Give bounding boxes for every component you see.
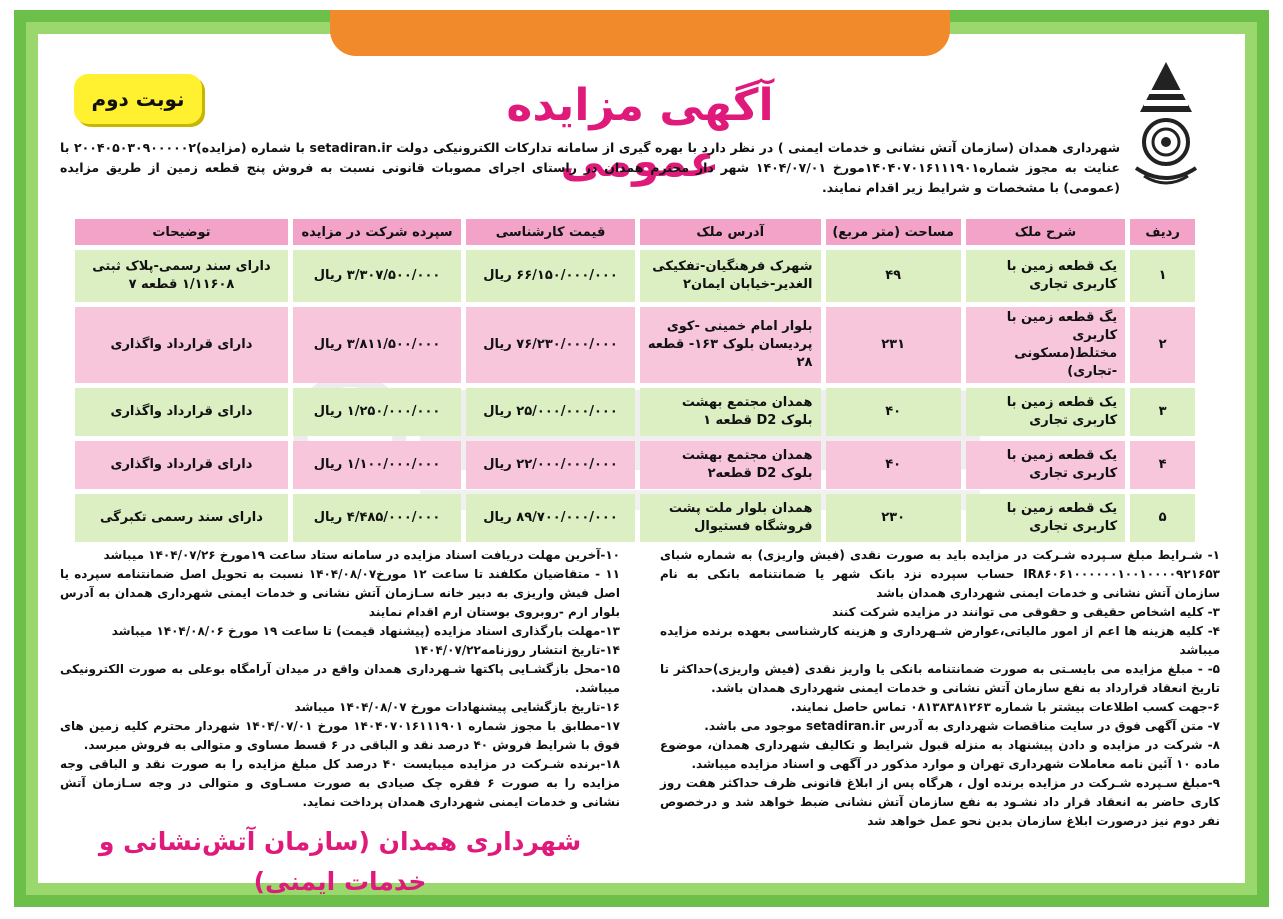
top-tab: [330, 10, 950, 56]
appraised-price: ۶۶/۱۵۰/۰۰۰/۰۰۰ ریال: [466, 250, 635, 302]
condition-item: ۱۳-مهلت بارگذاری اسناد مزایده (پیشنهاد قیمت) تا ساعت ۱۹ مورخ ۱۴۰۴/۰۸/۰۶ میباشد: [111, 624, 620, 638]
header-address: آدرس ملک: [640, 219, 821, 245]
header-area: مساحت (متر مربع): [826, 219, 961, 245]
condition-item: ۴- کلیه هزینه ها اعم از امور مالیاتی،عوارض شـهرداری و هزینه کارشناسی بعهده برنده مزایده میباشد: [660, 624, 1220, 657]
appraised-price: ۸۹/۷۰۰/۰۰۰/۰۰۰ ریال: [466, 494, 635, 542]
table-header-row: [75, 219, 1195, 245]
table-row: [75, 494, 1195, 542]
property-address: همدان بلوار ملت پشت فروشگاه فستیوال: [640, 494, 821, 542]
condition-item: ۱۸-برنده شـرکت در مزایده میبایست ۴۰ درصد کل مبلغ مزایده را به صورت نقد و الباقی وجه مزایده را به صورت ۶ فقره چک صیادی به صورت مسـاوی و متوالی در وجه سـازمان آتش نشانی و خدمات ایمنی شهرداری همدان پرداخت نماید.: [60, 757, 620, 809]
header-description: شرح ملک: [966, 219, 1125, 245]
property-notes: دارای سند رسمی-پلاک ثبتی ۱/۱۱۶۰۸ قطعه ۷: [75, 250, 288, 302]
deposit-amount: ۴/۴۸۵/۰۰۰/۰۰۰ ریال: [293, 494, 461, 542]
appraised-price: ۷۶/۲۳۰/۰۰۰/۰۰۰ ریال: [466, 307, 635, 383]
condition-item: ۶-جهت کسب اطلاعات بیشتر با شماره ۰۸۱۳۸۳۸۱۲۶۳ تماس حاصل نمایند.: [790, 700, 1220, 714]
condition-item: ۱۵-محل بازگشـایی پاکتها شـهرداری همدان واقع در میدان آرامگاه بوعلی به صورت الکترونیکی میباشد.: [60, 662, 620, 695]
deposit-amount: ۳/۸۱۱/۵۰۰/۰۰۰ ریال: [293, 307, 461, 383]
property-area: ۲۳۰: [826, 494, 961, 542]
condition-item: ۱۶-تاریخ بازگشایی پیشنهادات مورخ ۱۴۰۴/۰۸/۰۷ میباشد: [294, 700, 620, 714]
property-notes: دارای قرارداد واگذاری: [75, 388, 288, 436]
page-title: آگهی مزایده عمومی: [506, 80, 774, 187]
table-row: [75, 250, 1195, 302]
condition-item: ۱- شـرایط مبلغ سـپرده شـرکت در مزایده باید به صورت نقدی (فیش واریزی) به شماره شبای IR۸۶۰۶۱۰۰۰۰۰۰۱۰۰۱۰۰۰۰۹۲۱۶۵۳ حساب سپرده نزد بانک شهر یا ضمانتنامه بانکی به نام سازمان آتش نشانی و خدمات ایمنی شهرداری همدان باشد: [660, 548, 1220, 600]
municipality-logo-icon: [1130, 60, 1202, 190]
condition-item: ۸- شرکت در مزایده و دادن پیشنهاد به منزله قبول شرایط و تکالیف شهرداری همدان، موضوع ماده ۱۰ آئین نامه معاملات شهرداری تهران و موارد مذکور در آگهی و اسناد مزایده میباشد.: [660, 738, 1220, 771]
property-address: بلوار امام خمینی -کوی پردیسان بلوک ۱۶۳- قطعه ۲۸: [640, 307, 821, 383]
condition-item: ۷- متن آگهی فوق در سایت مناقصات شهرداری به آدرس setadiran.ir موجود می باشد.: [704, 719, 1220, 733]
table-row: [75, 441, 1195, 489]
conditions-right-column: [660, 546, 1220, 831]
row-number: ۱: [1130, 250, 1195, 302]
round-badge: نوبت دوم: [74, 74, 202, 124]
property-area: ۴۰: [826, 441, 961, 489]
appraised-price: ۲۲/۰۰۰/۰۰۰/۰۰۰ ریال: [466, 441, 635, 489]
property-area: ۴۰: [826, 388, 961, 436]
appraised-price: ۲۵/۰۰۰/۰۰۰/۰۰۰ ریال: [466, 388, 635, 436]
property-address: همدان مجتمع بهشت بلوک D2 قطعه۲: [640, 441, 821, 489]
row-number: ۳: [1130, 388, 1195, 436]
property-address: همدان مجتمع بهشت بلوک D2 قطعه ۱: [640, 388, 821, 436]
property-area: ۴۹: [826, 250, 961, 302]
condition-item: ۳- کلیه اشخاص حقیقی و حقوقی می توانند در مزایده شرکت کنند: [831, 605, 1220, 619]
condition-item: ۱۴-تاریخ انتشار روزنامه۱۴۰۴/۰۷/۲۲: [413, 643, 620, 657]
property-notes: دارای قرارداد واگذاری: [75, 441, 288, 489]
property-notes: دارای سند رسمی تکبرگی: [75, 494, 288, 542]
property-description: یک قطعه زمین با کاربری تجاری: [966, 250, 1125, 302]
row-number: ۴: [1130, 441, 1195, 489]
footer-signature: شهرداری همدان (سازمان آتش‌نشانی و خدمات ایمنی): [98, 827, 582, 896]
property-description: یگ قطعه زمین با کاربری مختلط(مسکونی -تجاری): [966, 307, 1125, 383]
properties-table: [70, 214, 1200, 547]
condition-item: ۱۰-آخرین مهلت دریافت اسناد مزایده در سامانه ستاد ساعت ۱۹مورخ ۱۴۰۴/۰۷/۲۶ میباشد: [103, 548, 620, 562]
property-notes: دارای قرارداد واگذاری: [75, 307, 288, 383]
conditions-left-column: [60, 546, 620, 812]
header-appraised-price: قیمت کارشناسی: [466, 219, 635, 245]
header-row-number: ردیف: [1130, 219, 1195, 245]
condition-item: ۱۷-مطابق با مجوز شماره ۱۴۰۴۰۷۰۱۶۱۱۱۹۰۱ مورخ ۱۴۰۴/۰۷/۰۱ شهردار محترم کلیه زمین های فوق با شرایط فروش ۴۰ درصد نقد و الباقی در ۶ قسط مساوی و متوالی به فروش میرسد.: [60, 719, 620, 752]
table-row: [75, 388, 1195, 436]
intro-paragraph: شهرداری همدان (سازمان آتش نشانی و خدمات ایمنی ) در نظر دارد با بهره گیری از سامانه تدارکات الکترونیکی دولت setadiran.ir با شماره (مزایده)۲۰۰۴۰۵۰۳۰۹۰۰۰۰۰۲ با عنایت به مجوز شماره۱۴۰۴۰۷۰۱۶۱۱۱۹۰۱مورخ ۱۴۰۴/۰۷/۰۱ شهر دار محترم همدان در راستای اجرای مصوبات قانونی نسبت به فروش پنج قطعه زمین از طریق مزایده (عمومی) با مشخصات و شرایط زیر اقدام نمایند.: [60, 140, 1120, 195]
property-address: شهرک فرهنگیان-تفکیکی الغدیر-خیابان ایمان۲: [640, 250, 821, 302]
header-deposit: سپرده شرکت در مزایده: [293, 219, 461, 245]
deposit-amount: ۱/۱۰۰/۰۰۰/۰۰۰ ریال: [293, 441, 461, 489]
property-description: یک قطعه زمین با کاربری تجاری: [966, 494, 1125, 542]
property-area: ۲۳۱: [826, 307, 961, 383]
table-row: [75, 307, 1195, 383]
property-description: یک قطعه زمین با کاربری تجاری: [966, 441, 1125, 489]
deposit-amount: ۳/۳۰۷/۵۰۰/۰۰۰ ریال: [293, 250, 461, 302]
condition-item: ۹-مبلغ سـپرده شـرکت در مزایده برنده اول ، هرگاه پس از ابلاغ قانونی ظرف حداکثر هفت روز کاری حاضر به انعقاد قرار داد نشـود به نفع سازمان آتش نشانی ضبط خواهد شد و درخصوص نفر دوم نیز درصورت ابلاغ سازمان بدین نحو عمل خواهد شد: [660, 776, 1220, 828]
row-number: ۵: [1130, 494, 1195, 542]
condition-item: ۵- - مبلغ مزایده می بایسـتی به صورت ضمانتنامه بانکی یا واریز نقدی (فیش واریزی)حداکثر تا تاریخ انعقاد قرارداد به نفع سازمان آتش نشانی و خدمات ایمنی شهرداری همدان باشد.: [660, 662, 1220, 695]
property-description: یک قطعه زمین با کاربری تجاری: [966, 388, 1125, 436]
deposit-amount: ۱/۲۵۰/۰۰۰/۰۰۰ ریال: [293, 388, 461, 436]
condition-item: ۱۱ - متقاضیان مکلفند تا ساعت ۱۲ مورخ۱۴۰۴/۰۸/۰۷ نسبت به تحویل اصل ضمانتنامه سپرده یا اصل فیش واریزی به دبیر خانه سـازمان آتش نشانی و خدمات ایمنی شهرداری همدان به آدرس بلوار ارم -روبروی بوستان ارم اقدام نمایند: [60, 567, 620, 619]
header-notes: توضیحات: [75, 219, 288, 245]
row-number: ۲: [1130, 307, 1195, 383]
